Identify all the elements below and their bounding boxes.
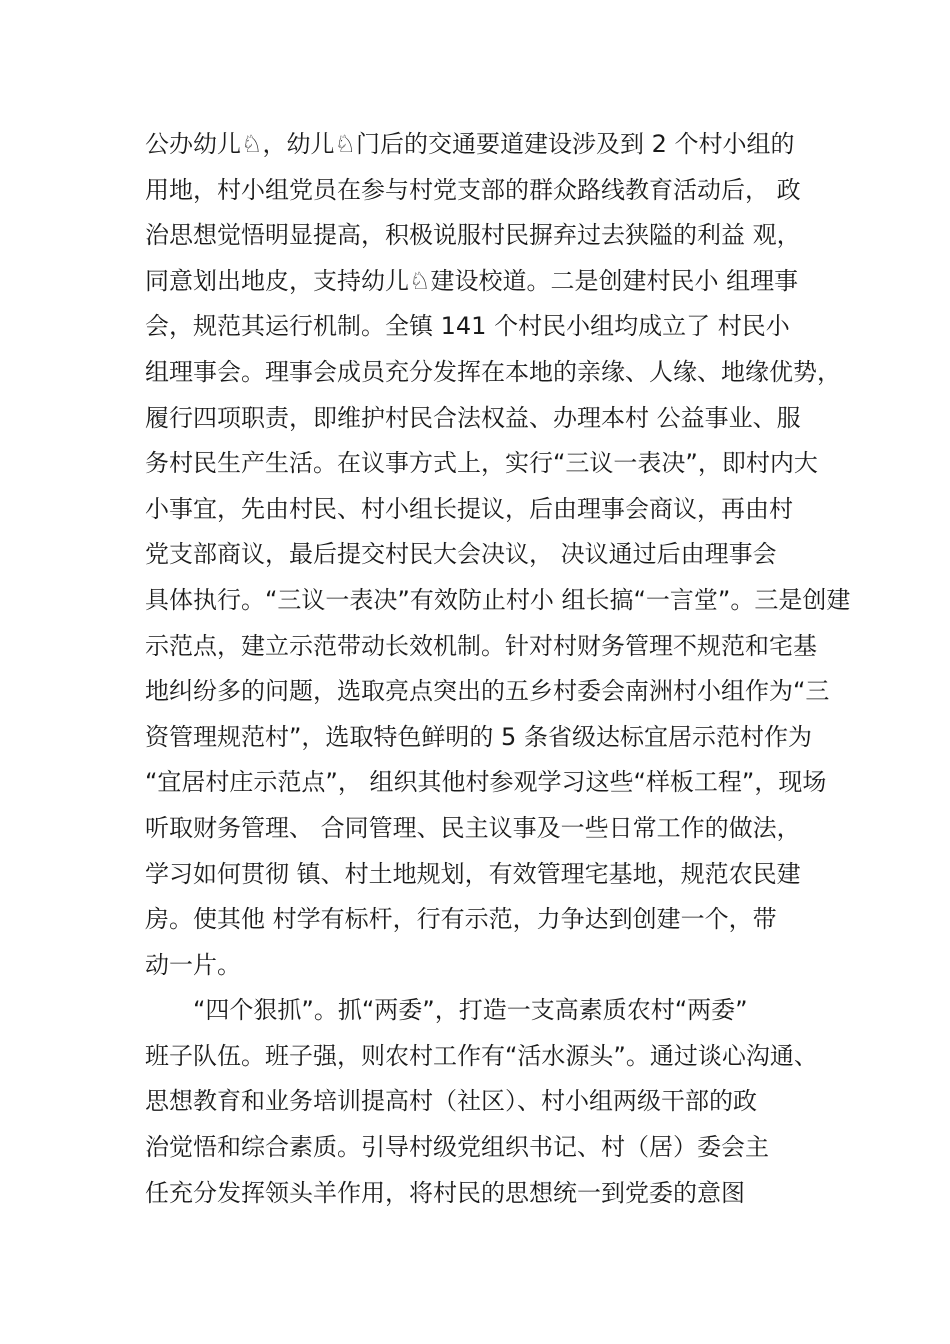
text-line: 同意划出地皮，支持幼儿♘建设校道。二是创建村民小 组理事 — [145, 266, 799, 295]
text-line: 思想教育和业务培训提高村（社区）、村小组两级干部的政 — [145, 1087, 757, 1116]
text-line: 组理事会。理事会成员充分发挥在本地的亲缘、人缘、地缘优势， — [145, 357, 841, 386]
text-line: 小事宜，先由村民、村小组长提议，后由理事会商议，再由村 — [145, 494, 793, 523]
paragraph-start-line: “四个狠抓”。抓“两委”，打造一支高素质农村“两委” — [193, 996, 748, 1025]
text-line: 具体执行。“三议一表决”有效防止村小 组长搞“一言堂”。三是创建 — [145, 585, 851, 614]
text-line: 履行四项职责，即维护村民合法权益、办理本村 公益事业、服 — [145, 403, 801, 432]
text-line: 治思想觉悟明显提高，积极说服村民摒弃过去狭隘的利益 观， — [145, 221, 801, 250]
text-line: 地纠纷多的问题，选取亮点突出的五乡村委会南洲村小组作为“三 — [145, 677, 830, 706]
text-line: 用地，村小组党员在参与村党支部的群众路线教育活动后， 政 — [145, 175, 801, 204]
text-line: 会，规范其运行机制。全镇 141 个村民小组均成立了 村民小 — [145, 312, 790, 341]
text-line: 资管理规范村”，选取特色鲜明的 5 条省级达标宜居示范村作为 — [145, 722, 812, 751]
text-line: 示范点，建立示范带动长效机制。针对村财务管理不规范和宅基 — [145, 631, 817, 660]
text-line: 班子队伍。班子强，则农村工作有“活水源头”。通过谈心沟通、 — [145, 1041, 818, 1070]
text-line: “宜居村庄示范点”， 组织其他村参观学习这些“样板工程”，现场 — [145, 768, 827, 797]
body-text — [145, 122, 865, 1216]
text-line: 务村民生产生活。在议事方式上，实行“三议一表决”，即村内大 — [145, 449, 818, 478]
text-line: 任充分发挥领头羊作用，将村民的思想统一到党委的意图 — [145, 1178, 745, 1207]
text-line: 学习如何贯彻 镇、村土地规划，有效管理宅基地，规范农民建 — [145, 859, 801, 888]
text-line: 动一片。 — [145, 950, 241, 979]
text-line: 听取财务管理、 合同管理、民主议事及一些日常工作的做法， — [145, 813, 801, 842]
text-line: 房。使其他 村学有标杆，行有示范，力争达到创建一个，带 — [145, 905, 777, 934]
text-line: 公办幼儿♘，幼儿♘门后的交通要道建设涉及到 2 个村小组的 — [145, 130, 795, 158]
text-line: 治觉悟和综合素质。引导村级党组织书记、村（居）委会主 — [145, 1133, 769, 1162]
text-line: 党支部商议，最后提交村民大会决议， 决议通过后由理事会 — [145, 540, 777, 569]
